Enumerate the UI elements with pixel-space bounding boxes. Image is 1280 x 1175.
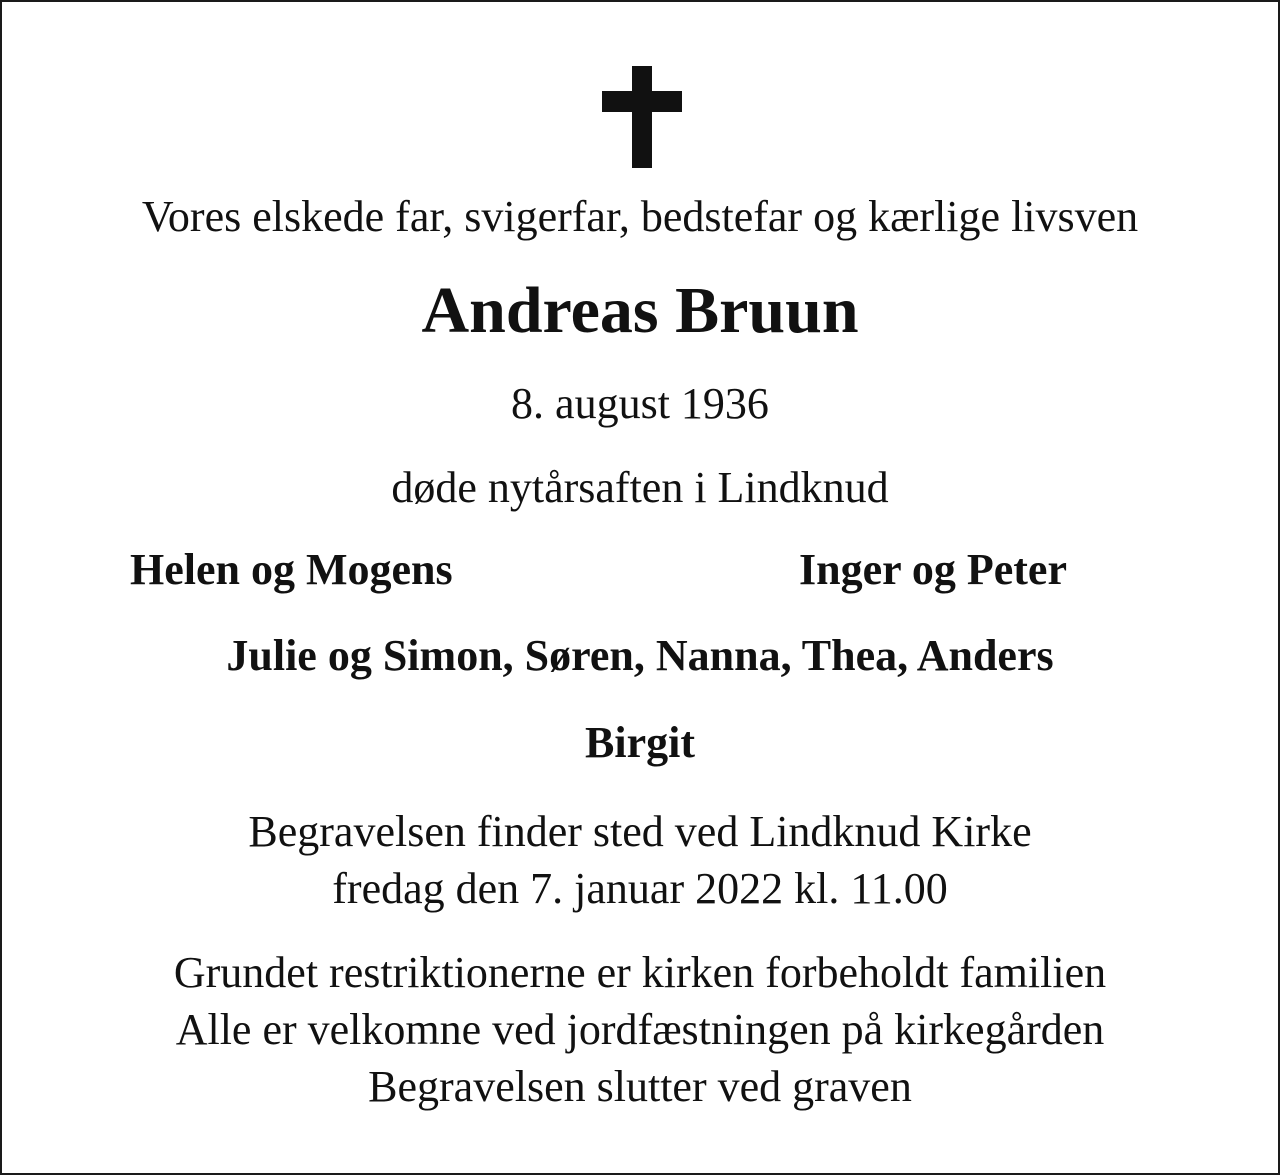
death-text: døde nytårsaften i Lindknud <box>391 463 889 512</box>
burial-welcome-note: Alle er velkomne ved jordfæstningen på kirkegården <box>175 1005 1105 1054</box>
latin-cross-icon <box>602 66 682 168</box>
cross-horizontal-bar <box>602 91 682 112</box>
deceased-name: Andreas Bruun <box>421 274 859 347</box>
family-right: Inger og Peter <box>799 545 1067 594</box>
funeral-end-note: Begravelsen slutter ved graven <box>368 1062 912 1111</box>
birth-date: 8. august 1936 <box>511 379 769 428</box>
intro-text: Vores elskede far, svigerfar, bedstefar og kærlige livsven <box>141 192 1139 241</box>
partner-name: Birgit <box>585 718 695 767</box>
cross-vertical-bar <box>632 66 652 168</box>
grandchildren-names: Julie og Simon, Søren, Nanna, Thea, Anders <box>226 631 1054 680</box>
family-left: Helen og Mogens <box>130 545 453 594</box>
funeral-location: Begravelsen finder sted ved Lindknud Kirke <box>248 807 1032 856</box>
restriction-note: Grundet restriktionerne er kirken forbeholdt familien <box>173 948 1107 997</box>
funeral-datetime: fredag den 7. januar 2022 kl. 11.00 <box>332 864 948 913</box>
